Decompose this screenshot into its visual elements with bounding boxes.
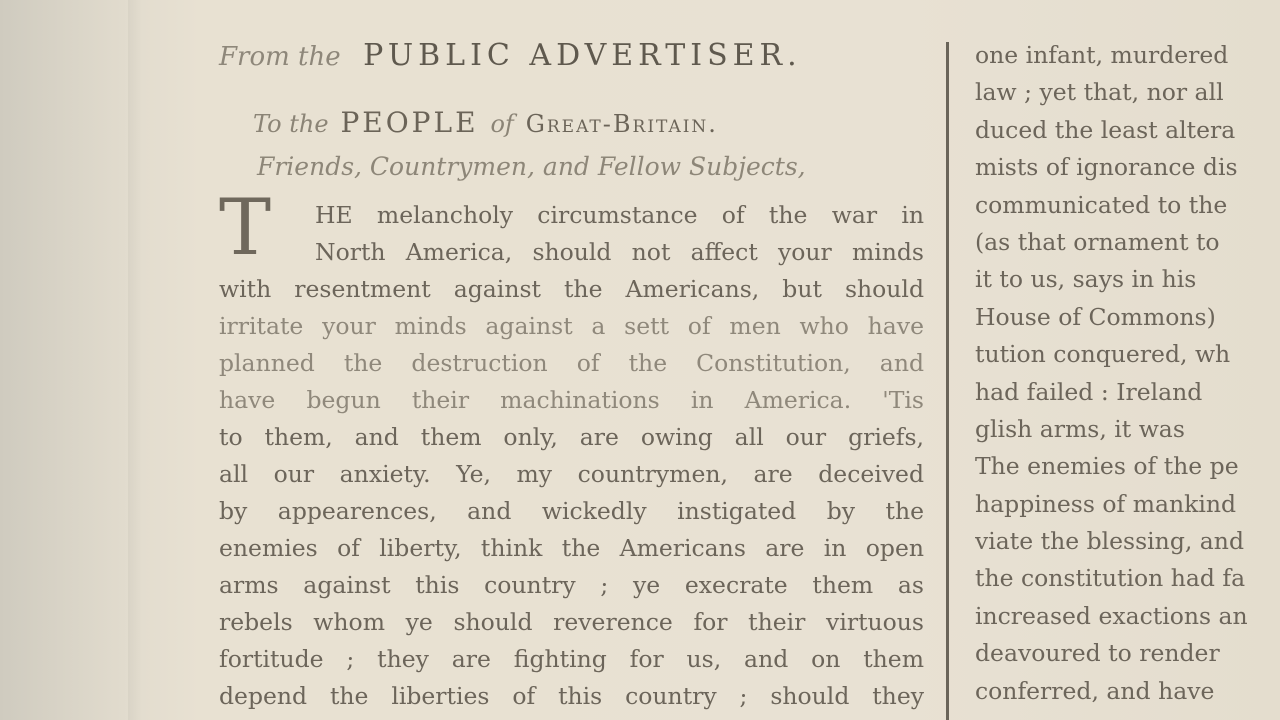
left-column xyxy=(205,30,935,720)
text-line: (as that ornament to xyxy=(975,227,1220,256)
text-line: North America, should not affect your minds xyxy=(315,238,924,266)
text-line: arms against this country ; ye execrate them as xyxy=(219,571,924,599)
address-heading xyxy=(253,106,933,139)
text-line: glish arms, it was xyxy=(975,414,1185,443)
text-line: law ; yet that, nor all xyxy=(975,78,1224,107)
text-line: HE melancholy circumstance of the war in xyxy=(315,201,924,229)
page-edge-shadow xyxy=(128,0,142,720)
text-line: tution conquered, wh xyxy=(975,340,1231,369)
address-nation: Great-Britain. xyxy=(525,110,718,138)
text-line: planned the destruction of the Constitution, and xyxy=(219,349,924,377)
address-people: PEOPLE xyxy=(340,106,479,139)
text-line: House of Commons) xyxy=(975,302,1216,331)
article-body xyxy=(219,200,924,718)
drop-cap: T xyxy=(219,183,272,273)
text-line: have begun their machinations in America. 'Tis xyxy=(219,386,924,414)
text-line: one infant, murdered xyxy=(975,41,1229,69)
salutation: Friends, Countrymen, and Fellow Subjects, xyxy=(257,152,806,181)
address-of: of xyxy=(490,110,514,138)
text-line: duced the least altera xyxy=(975,115,1236,144)
text-line: conferred, and have xyxy=(975,676,1215,705)
text-line: rebels whom ye should reverence for their virtuous xyxy=(219,608,924,636)
text-line: communicated to the xyxy=(975,190,1228,219)
text-line: had failed : Ireland xyxy=(975,377,1203,406)
address-to: To the xyxy=(253,110,329,138)
masthead-prefix: From the xyxy=(219,42,341,72)
text-line: happiness of mankind xyxy=(975,489,1237,518)
text-line: fortitude ; they are fighting for us, and on them xyxy=(219,645,924,673)
right-column xyxy=(975,40,1280,720)
text-line: irritate your minds against a sett of men who have xyxy=(219,312,924,340)
text-line: with resentment against the Americans, but should xyxy=(219,275,924,303)
text-line: the constitution had fa xyxy=(975,564,1246,593)
column-rule xyxy=(946,42,949,720)
text-line: mists of ignorance dis xyxy=(975,153,1238,182)
text-line: enemies of liberty, think the Americans are in open xyxy=(219,534,924,562)
text-line: all our anxiety. Ye, my countrymen, are deceived xyxy=(219,460,924,488)
text-line: depend the liberties of this country ; should they xyxy=(219,682,924,710)
text-line: viate the blessing, and xyxy=(975,527,1244,556)
text-line: by appearences, and wickedly instigated by the xyxy=(219,497,924,525)
text-line: The enemies of the pe xyxy=(975,452,1239,481)
text-line: it to us, says in his xyxy=(975,265,1197,294)
text-line: increased exactions an xyxy=(975,601,1248,630)
masthead xyxy=(219,38,929,73)
text-line: to them, and them only, are owing all our griefs, xyxy=(219,423,924,451)
text-line: deavoured to render xyxy=(975,639,1220,668)
masthead-title: PUBLIC ADVERTISER. xyxy=(363,38,802,73)
